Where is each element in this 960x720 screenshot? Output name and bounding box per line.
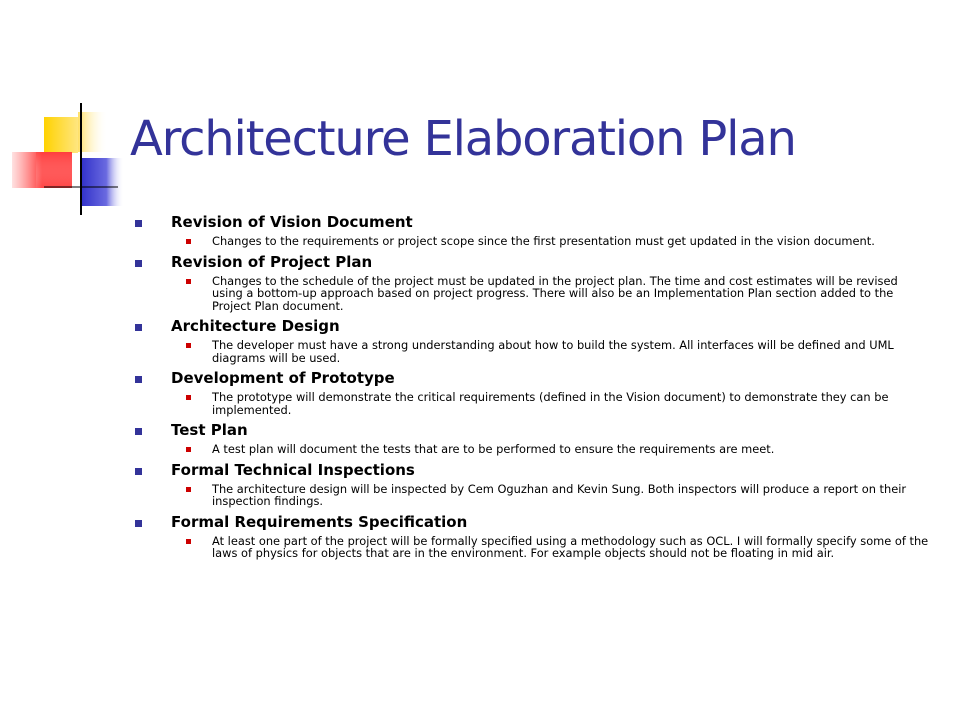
item-heading: Revision of Project Plan [171, 252, 373, 271]
item-heading: Formal Requirements Specification [171, 512, 468, 531]
item-heading: Test Plan [171, 421, 248, 439]
small-square-bullet-icon [186, 539, 191, 544]
square-bullet-icon [135, 324, 142, 331]
item-detail: Changes to the requirements or project scope since the first presentation must get updated in the vision document. [212, 234, 875, 248]
item-detail: At least one part of the project will be formally specified using a methodology such as OCL. I will formally specify some of the laws of physics for objects that are in the environment. For example objects should not be floating in mid air. [212, 533, 929, 560]
slide-title: Architecture Elaboration Plan [130, 111, 796, 167]
list-item [131, 252, 931, 313]
small-square-bullet-icon [186, 343, 191, 348]
bullet-list [131, 212, 931, 564]
blue-square [80, 158, 124, 206]
square-bullet-icon [135, 220, 142, 227]
item-detail: The prototype will demonstrate the critical requirements (defined in the Vision document) to demonstrate they can be implemented. [212, 390, 889, 417]
small-square-bullet-icon [186, 395, 191, 400]
yellow-square [44, 117, 78, 153]
square-bullet-icon [135, 428, 142, 435]
item-detail: Changes to the schedule of the project must be updated in the project plan. The time and cost estimates will be revised using a bottom-up approach based on project progress. There will also be an Implementation Plan section added to the Project Plan document. [212, 273, 898, 313]
yellow-square-fade [78, 112, 108, 152]
square-bullet-icon [135, 468, 142, 475]
red-square-drop [36, 152, 72, 192]
item-heading: Formal Technical Inspections [171, 460, 415, 479]
small-square-bullet-icon [186, 447, 191, 452]
item-heading: Development of Prototype [171, 369, 395, 387]
small-square-bullet-icon [186, 279, 191, 284]
decorative-squares [0, 0, 140, 230]
item-heading: Architecture Design [171, 317, 340, 335]
list-item [131, 212, 931, 248]
square-bullet-icon [135, 520, 142, 527]
square-bullet-icon [135, 260, 142, 267]
list-item [131, 368, 931, 416]
item-detail: The architecture design will be inspected by Cem Oguzhan and Kevin Sung. Both inspectors will produce a report on their inspection findings. [212, 481, 907, 508]
list-item [131, 316, 931, 364]
item-heading: Revision of Vision Document [171, 213, 413, 231]
list-item [131, 512, 931, 560]
list-item [131, 460, 931, 508]
square-bullet-icon [135, 376, 142, 383]
small-square-bullet-icon [186, 487, 191, 492]
small-square-bullet-icon [186, 239, 191, 244]
list-item [131, 420, 931, 456]
item-detail: A test plan will document the tests that are to be performed to ensure the requirements are meet. [212, 442, 775, 456]
item-detail: The developer must have a strong understanding about how to build the system. All interfaces will be defined and UML diagrams will be used. [212, 338, 894, 365]
